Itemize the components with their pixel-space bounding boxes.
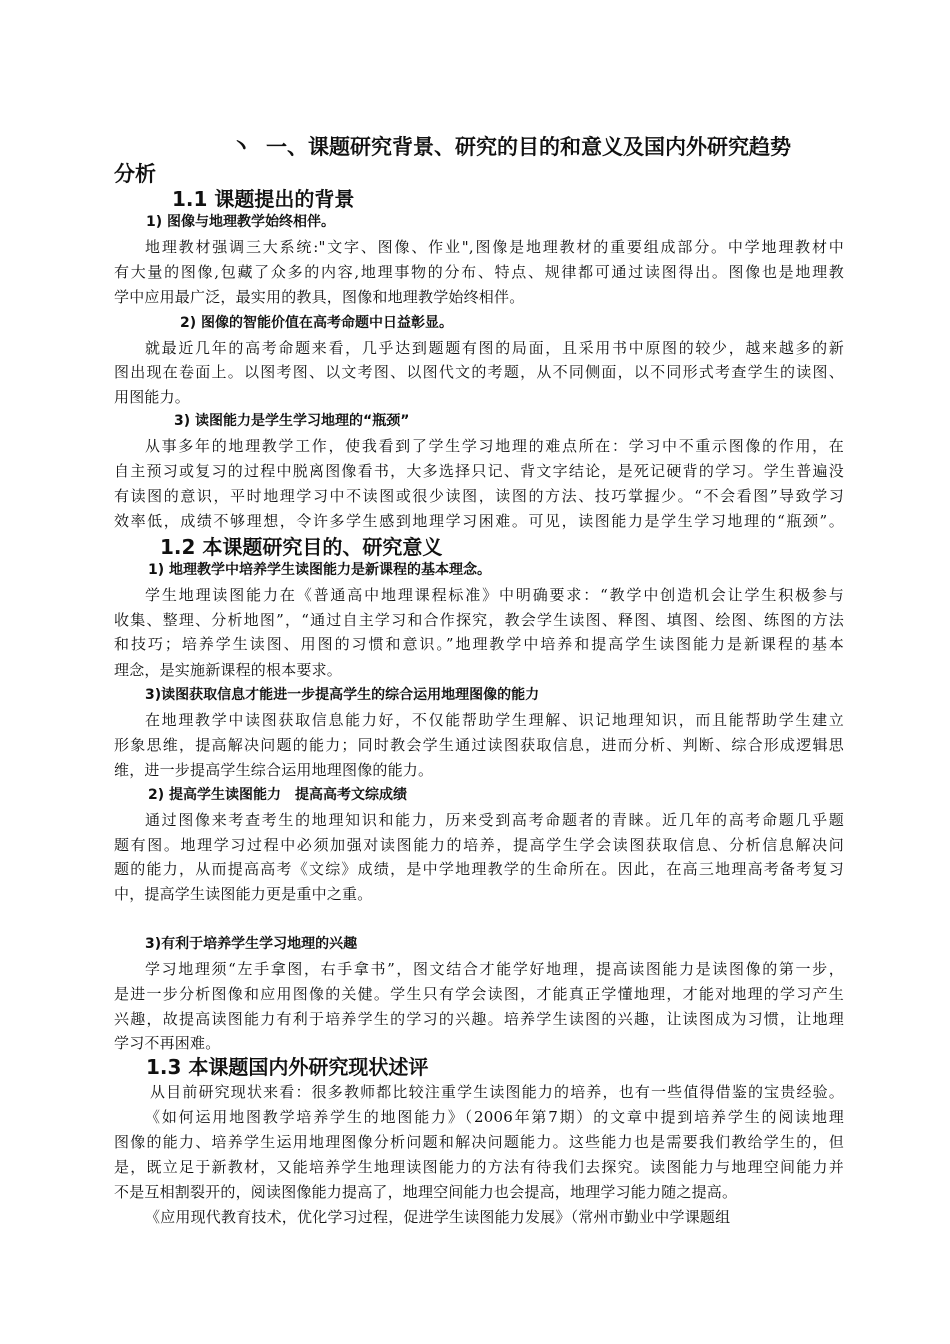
text-line: 有大量的图像,包藏了众多的内容,地理事物的分布、特点、规律都可通过读图得出。图像也是地理教 <box>114 263 844 281</box>
text-line: 兴趣，故提高读图能力有利于培养学生的学习的兴趣。培养学生读图的兴趣，让读图成为习惯，让地理 <box>114 1010 844 1028</box>
text-line: 学生地理读图能力在《普通高中地理课程标准》中明确要求：“教学中创造机会让学生积极参与 <box>145 586 844 604</box>
text-line: 自主预习或复习的过程中脱离图像看书，大多选择只记、背文字结论，是死记硬背的学习。学生普遍没 <box>114 462 844 480</box>
text-line: 通过图像来考查考生的地理知识和能力，历来受到高考命题者的青睐。近几年的高考命题几乎题 <box>145 811 844 829</box>
section-1-3-title: 1.3 本课题国内外研究现状述评 <box>146 1055 429 1079</box>
s12-sub4: 3)有利于培养学生学习地理的兴趣 <box>145 936 358 952</box>
heading-title-line1: 一、课题研究背景、研究的目的和意义及国内外研究趋势 <box>266 135 792 159</box>
text-line: 理念，是实施新课程的根本要求。 <box>114 661 343 679</box>
s11-sub1: 1) 图像与地理教学始终相伴。 <box>146 214 336 230</box>
text-line: 学习地理须“左手拿图，右手拿书”，图文结合才能学好地理，提高读图能力是读图像的第一步， <box>145 960 844 978</box>
s12-sub1: 1) 地理教学中培养学生读图能力是新课程的基本理念。 <box>148 562 492 578</box>
text-line: 题有图。地理学习过程中必须加强对读图能力的培养，提高学生学会读图获取信息、分析信息解决问 <box>114 836 844 854</box>
text-line: 学习不再困难。 <box>114 1034 221 1052</box>
text-line: 维，进一步提高学生综合运用地理图像的能力。 <box>114 761 434 779</box>
text-line: 从事多年的地理教学工作，使我看到了学生学习地理的难点所在：学习中不重示图像的作用，在 <box>145 437 844 455</box>
text-line: 就最近几年的高考命题来看，几乎达到题题有图的局面，且采用书中原图的较少，越来越多的新 <box>145 339 844 357</box>
text-line: 学中应用最广泛，最实用的教具，图像和地理教学始终相伴。 <box>114 288 525 306</box>
text-line: 在地理教学中读图获取信息能力好，不仅能帮助学生理解、识记地理知识，而且能帮助学生建立 <box>145 711 844 729</box>
text-line: 《应用现代教育技术，优化学习过程，促进学生读图能力发展》（常州市勤业中学课题组 <box>145 1208 731 1226</box>
section-1-1-title: 1.1 课题提出的背景 <box>172 187 355 211</box>
text-line: 地理教材强调三大系统:"文字、图像、作业",图像是地理教材的重要组成部分。中学地理教材中 <box>145 238 844 256</box>
text-line: 有读图的意识，平时地理学习中不读图或很少读图，读图的方法、技巧掌握少。“不会看图”导致学习 <box>114 487 844 505</box>
text-line: 从目前研究现状来看：很多教师都比较注重学生读图能力的培养，也有一些值得借鉴的宝贵经验。 <box>150 1083 844 1101</box>
text-line: 和技巧；培养学生读图、用图的习惯和意识。”地理教学中培养和提高学生读图能力是新课程的基本 <box>114 635 844 653</box>
s12-sub3: 2) 提高学生读图能力 提高高考文综成绩 <box>148 787 408 803</box>
text-line: 图像的能力、培养学生运用地理图像分析问题和解决问题能力。这些能力也是需要我们教给学生的，但 <box>114 1133 844 1151</box>
text-line: 收集、整理、分析地图”，“通过自主学习和合作探究，教会学生读图、释图、填图、绘图、练图的方法 <box>114 611 844 629</box>
text-line: 是进一步分析图像和应用图像的关健。学生只有学会读图，才能真正学懂地理，才能对地理的学习产生 <box>114 985 844 1003</box>
text-line: 中，提高学生读图能力更是重中之重。 <box>114 885 373 903</box>
s11-sub2: 2) 图像的智能价值在高考命题中日益彰显。 <box>180 315 454 331</box>
main-heading <box>230 134 791 161</box>
text-line: 效率低，成绩不够理想，令许多学生感到地理学习困难。可见，读图能力是学生学习地理的“瓶颈”。 <box>114 512 844 530</box>
section-1-2-title: 1.2 本课题研究目的、研究意义 <box>160 535 443 559</box>
text-line: 形象思维，提高解决问题的能力；同时教会学生通过读图获取信息，进而分析、判断、综合形成逻辑思 <box>114 736 844 754</box>
s11-sub3: 3) 读图能力是学生学习地理的“瓶颈” <box>174 413 410 429</box>
s12-sub2: 3)读图获取信息才能进一步提高学生的综合运用地理图像的能力 <box>145 687 540 703</box>
text-line: 图出现在卷面上。以图考图、以文考图、以图代文的考题，从不同侧面，以不同形式考查学生的读图、 <box>114 363 844 381</box>
text-line: 《如何运用地图教学培养学生的地图能力》（2006年第7期）的文章中提到培养学生的阅读地理 <box>145 1108 844 1126</box>
text-line: 不是互相割裂开的，阅读图像能力提高了，地理空间能力也会提高，地理学习能力随之提高。 <box>114 1183 738 1201</box>
text-line: 是，既立足于新教材，又能培养学生地理读图能力的方法有待我们去探究。读图能力与地理空间能力并 <box>114 1158 844 1176</box>
text-line: 用图能力。 <box>114 388 191 406</box>
heading-title-line2: 分析 <box>114 162 156 186</box>
heading-mark: 丶 <box>230 135 253 160</box>
text-line: 题的能力，从而提高高考《文综》成绩，是中学地理教学的生命所在。因此，在高三地理高考备考复习 <box>114 860 844 878</box>
